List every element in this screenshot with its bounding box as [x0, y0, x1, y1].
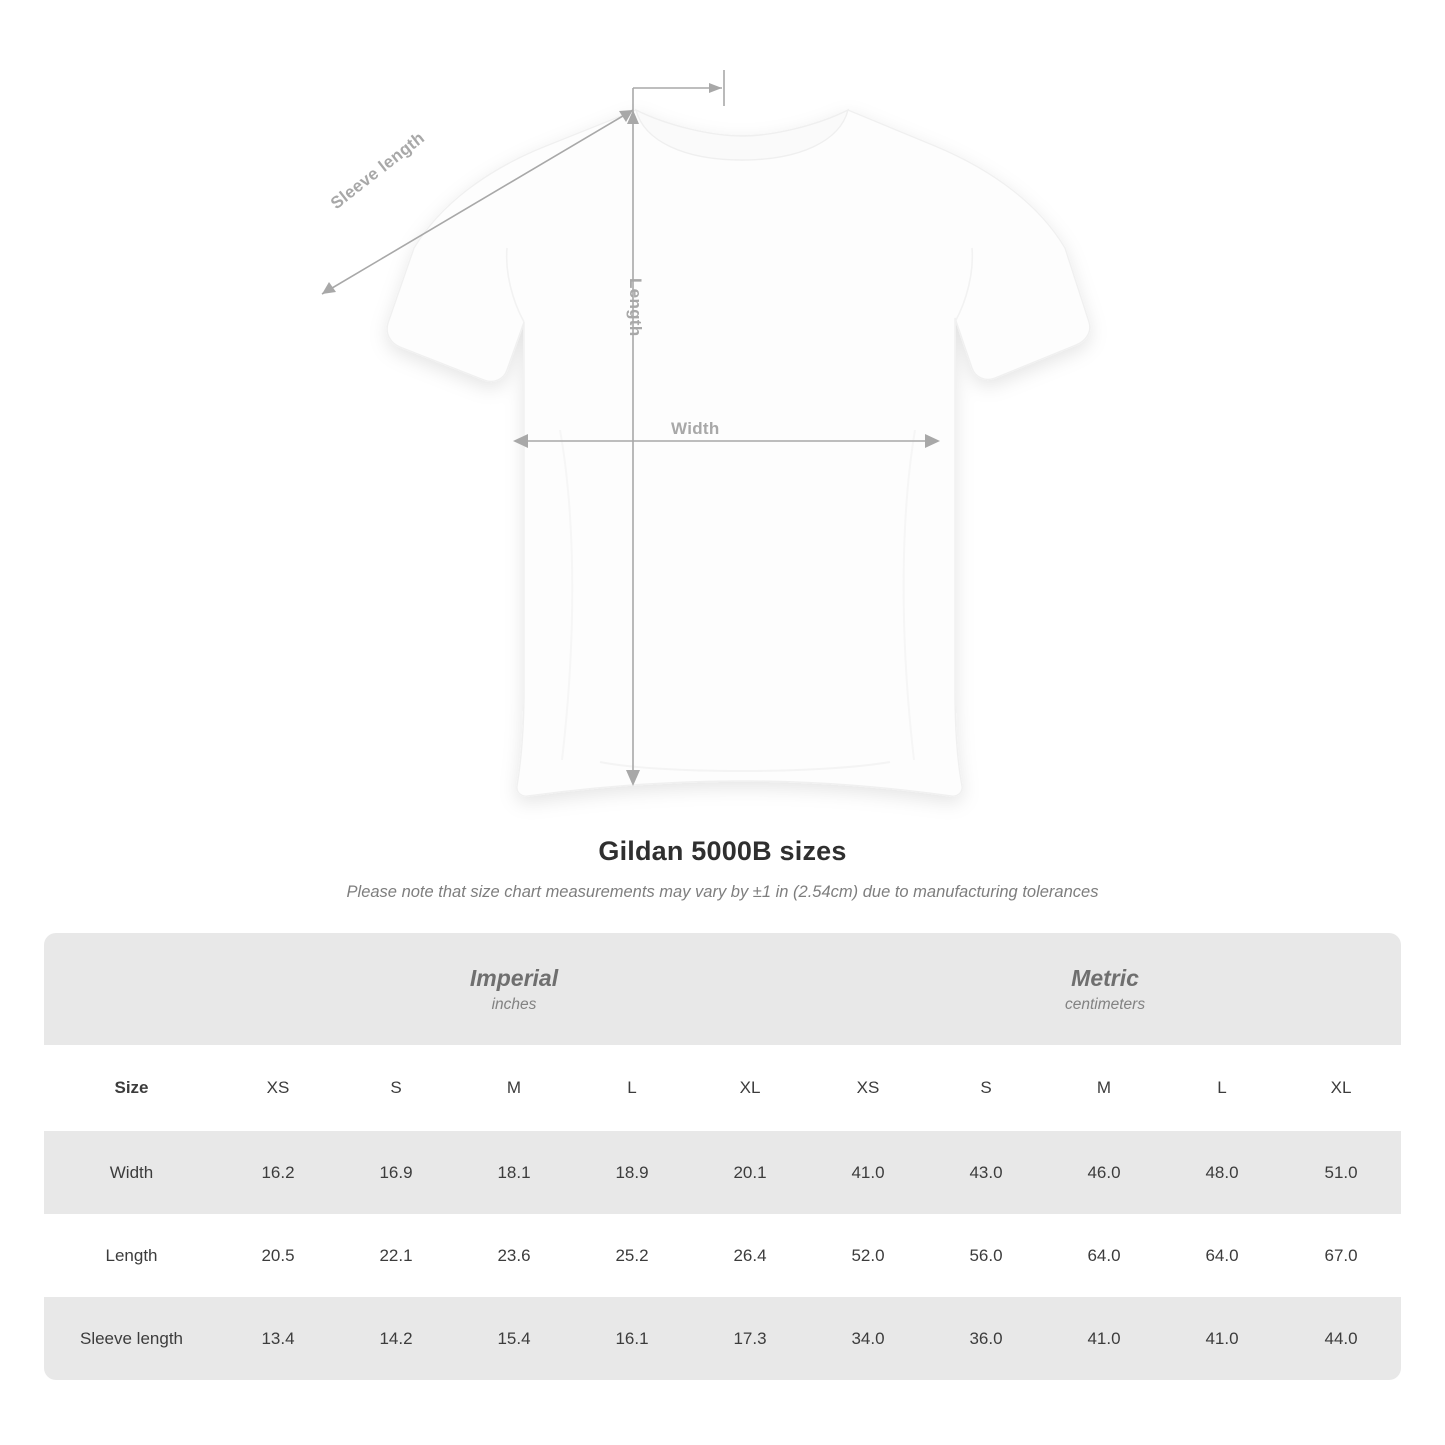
size-header-label: Size [44, 1045, 219, 1131]
unit-group-metric-name: Metric [1071, 965, 1139, 992]
row-label-width: Width [44, 1131, 219, 1214]
cell-width-m-metric: 46.0 [1045, 1131, 1163, 1214]
size-header-xs-imperial: XS [219, 1045, 337, 1131]
size-header-s-metric: S [927, 1045, 1045, 1131]
cell-sleeve-s-metric: 36.0 [927, 1297, 1045, 1380]
cell-width-xs-metric: 41.0 [809, 1131, 927, 1214]
cell-sleeve-m-imperial: 15.4 [455, 1297, 573, 1380]
unit-group-row [44, 933, 1401, 1045]
sleeve-length-label: Sleeve length [327, 128, 429, 213]
page-title: Gildan 5000B sizes [598, 836, 847, 866]
unit-row-corner [44, 933, 219, 1045]
unit-group-metric [809, 933, 1401, 1045]
row-label-length: Length [44, 1214, 219, 1297]
size-header-xl-metric: XL [1281, 1045, 1401, 1131]
size-header-s-imperial: S [337, 1045, 455, 1131]
cell-length-xl-imperial: 26.4 [691, 1214, 809, 1297]
length-label: Length [626, 278, 645, 337]
cell-sleeve-s-imperial: 14.2 [337, 1297, 455, 1380]
size-header-l-imperial: L [573, 1045, 691, 1131]
cell-width-xs-imperial: 16.2 [219, 1131, 337, 1214]
cell-length-s-metric: 56.0 [927, 1214, 1045, 1297]
cell-width-m-imperial: 18.1 [455, 1131, 573, 1214]
cell-sleeve-l-metric: 41.0 [1163, 1297, 1281, 1380]
size-header-l-metric: L [1163, 1045, 1281, 1131]
size-table-wrap [44, 933, 1401, 1380]
cell-length-m-imperial: 23.6 [455, 1214, 573, 1297]
cell-sleeve-xl-metric: 44.0 [1281, 1297, 1401, 1380]
cell-width-l-imperial: 18.9 [573, 1131, 691, 1214]
cell-sleeve-xl-imperial: 17.3 [691, 1297, 809, 1380]
cell-width-s-metric: 43.0 [927, 1131, 1045, 1214]
size-table [44, 933, 1401, 1380]
cell-length-s-imperial: 22.1 [337, 1214, 455, 1297]
cell-width-xl-imperial: 20.1 [691, 1131, 809, 1214]
size-header-xs-metric: XS [809, 1045, 927, 1131]
unit-group-imperial [219, 933, 809, 1045]
size-header-m-metric: M [1045, 1045, 1163, 1131]
unit-group-imperial-sub: inches [491, 995, 537, 1013]
size-header-row [44, 1045, 1401, 1131]
table-row [44, 1297, 1401, 1380]
cell-length-xs-metric: 52.0 [809, 1214, 927, 1297]
table-row [44, 1131, 1401, 1214]
size-header-m-imperial: M [455, 1045, 573, 1131]
cell-width-l-metric: 48.0 [1163, 1131, 1281, 1214]
unit-group-metric-sub: centimeters [1064, 995, 1146, 1013]
size-header-xl-imperial: XL [691, 1045, 809, 1131]
unit-group-imperial-name: Imperial [469, 965, 559, 992]
tshirt-shape [387, 110, 1090, 796]
tolerance-note: Please note that size chart measurements may vary by ±1 in (2.54cm) due to manufacturing tolerances [346, 883, 1099, 901]
width-label: Width [671, 419, 720, 438]
cell-width-xl-metric: 51.0 [1281, 1131, 1401, 1214]
cell-length-xs-imperial: 20.5 [219, 1214, 337, 1297]
cell-length-m-metric: 64.0 [1045, 1214, 1163, 1297]
cell-length-l-imperial: 25.2 [573, 1214, 691, 1297]
table-row [44, 1214, 1401, 1297]
row-label-sleeve-length: Sleeve length [44, 1297, 219, 1380]
cell-length-l-metric: 64.0 [1163, 1214, 1281, 1297]
cell-length-xl-metric: 67.0 [1281, 1214, 1401, 1297]
cell-sleeve-xs-imperial: 13.4 [219, 1297, 337, 1380]
heading-block [0, 836, 1445, 902]
cell-sleeve-m-metric: 41.0 [1045, 1297, 1163, 1380]
cell-width-s-imperial: 16.9 [337, 1131, 455, 1214]
cell-sleeve-xs-metric: 34.0 [809, 1297, 927, 1380]
cell-sleeve-l-imperial: 16.1 [573, 1297, 691, 1380]
